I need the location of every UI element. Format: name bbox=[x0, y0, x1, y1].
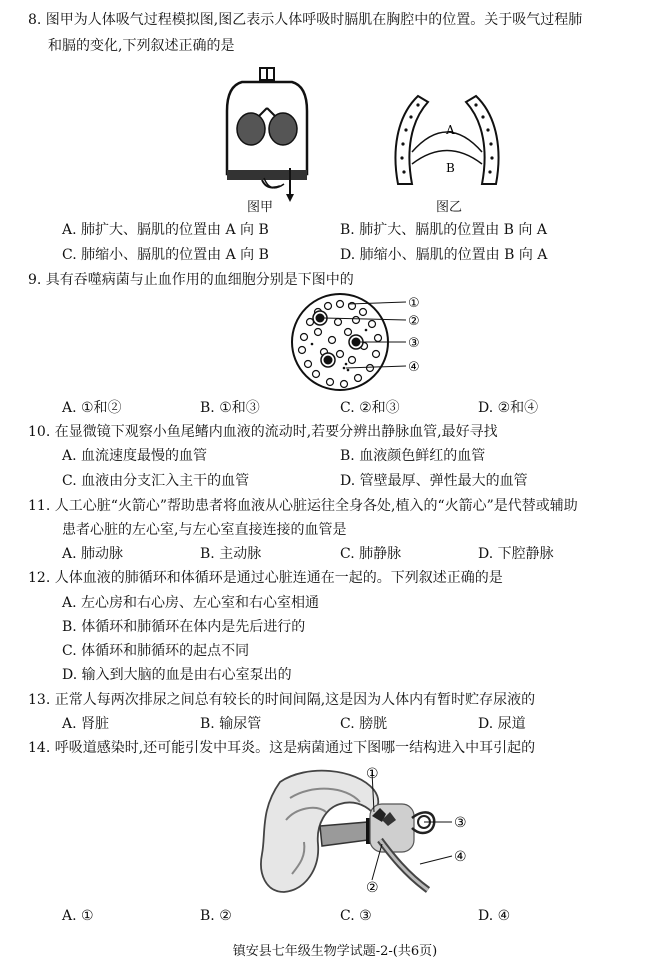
q8-figure-yi-diaphragm bbox=[388, 92, 506, 196]
q13-option-b: B. 输尿管 bbox=[200, 716, 262, 732]
q9-label-1: ① bbox=[408, 296, 420, 311]
q9-figure-blood-smear bbox=[288, 292, 428, 394]
q9-stem: 9. 具有吞噬病菌与止血作用的血细胞分别是下图中的 bbox=[28, 272, 354, 288]
q14-label-3: ③ bbox=[454, 815, 467, 831]
q9-option-c: C. ②和③ bbox=[340, 400, 400, 416]
q9-option-d: D. ②和④ bbox=[478, 400, 539, 416]
q13-stem: 13. 正常人每两次排尿之间总有较长的时间间隔,这是因为人体内有暂时贮存尿液的 bbox=[28, 692, 536, 708]
q9-label-2: ② bbox=[408, 314, 420, 329]
q14-option-b: B. ② bbox=[200, 908, 232, 924]
q14-option-a: A. ① bbox=[62, 908, 94, 924]
q10-option-c: C. 血液由分支汇入主干的血管 bbox=[62, 473, 250, 489]
q10-stem: 10. 在显微镜下观察小鱼尾鳍内血液的流动时,若要分辨出静脉血管,最好寻找 bbox=[28, 424, 498, 440]
q9-label-3: ③ bbox=[408, 336, 420, 351]
page-footer: 镇安县七年级生物学试题-2-(共6页) bbox=[232, 944, 438, 959]
q9-option-b: B. ①和③ bbox=[200, 400, 260, 416]
q8-figure-jia-bell-jar bbox=[222, 66, 312, 206]
q8-figure-jia-caption: 图甲 bbox=[247, 200, 274, 215]
q12-option-b: B. 体循环和肺循环在体内是先后进行的 bbox=[62, 619, 306, 635]
q8-stem-line1: 8. 图甲为人体吸气过程模拟图,图乙表示人体呼吸时膈肌在胸腔中的位置。关于吸气过程肺 bbox=[28, 12, 583, 28]
q14-label-4: ④ bbox=[454, 849, 467, 865]
q12-option-d: D. 输入到大脑的血是由右心室泵出的 bbox=[62, 667, 292, 683]
q14-stem: 14. 呼吸道感染时,还可能引发中耳炎。这是病菌通过下图哪一结构进入中耳引起的 bbox=[28, 740, 536, 756]
q12-option-c: C. 体循环和肺循环的起点不同 bbox=[62, 643, 250, 659]
q11-option-c: C. 肺静脉 bbox=[340, 546, 402, 562]
q12-stem: 12. 人体血液的肺循环和体循环是通过心脏连通在一起的。下列叙述正确的是 bbox=[28, 570, 503, 586]
q8-figure-yi-label-b: B bbox=[446, 161, 455, 175]
q14-figure-ear-anatomy bbox=[256, 764, 476, 900]
q8-option-b: B. 肺扩大、膈肌的位置由 B 向 A bbox=[340, 222, 547, 238]
q12-option-a: A. 左心房和右心房、左心室和右心室相通 bbox=[62, 595, 320, 611]
q11-stem-line2: 患者心脏的左心室,与左心室直接连接的血管是 bbox=[62, 522, 347, 538]
q9-label-4: ④ bbox=[408, 360, 420, 375]
q8-option-c: C. 肺缩小、膈肌的位置由 A 向 B bbox=[62, 247, 269, 263]
q10-option-a: A. 血流速度最慢的血管 bbox=[62, 448, 208, 464]
q14-label-1: ① bbox=[366, 766, 379, 782]
q13-option-d: D. 尿道 bbox=[478, 716, 526, 732]
q10-option-b: B. 血液颜色鲜红的血管 bbox=[340, 448, 486, 464]
q11-option-a: A. 肺动脉 bbox=[62, 546, 124, 562]
q11-option-b: B. 主动脉 bbox=[200, 546, 262, 562]
q13-option-a: A. 肾脏 bbox=[62, 716, 110, 732]
q8-figure-yi-label-a: A bbox=[446, 123, 455, 137]
q9-option-a: A. ①和② bbox=[62, 400, 122, 416]
q10-option-d: D. 管壁最厚、弹性最大的血管 bbox=[340, 473, 528, 489]
q11-option-d: D. 下腔静脉 bbox=[478, 546, 554, 562]
q8-option-d: D. 肺缩小、膈肌的位置由 B 向 A bbox=[340, 247, 548, 263]
q13-option-c: C. 膀胱 bbox=[340, 716, 388, 732]
q8-figure-yi-caption: 图乙 bbox=[436, 200, 463, 215]
q14-option-d: D. ④ bbox=[478, 908, 511, 924]
q11-stem-line1: 11. 人工心脏“火箭心”帮助患者将血液从心脏运往全身各处,植入的“火箭心”是代替或辅助 bbox=[28, 498, 578, 514]
q14-label-2: ② bbox=[366, 880, 379, 896]
q8-stem-line2: 和膈的变化,下列叙述正确的是 bbox=[48, 38, 235, 54]
q8-option-a: A. 肺扩大、膈肌的位置由 A 向 B bbox=[62, 222, 269, 238]
q14-option-c: C. ③ bbox=[340, 908, 372, 924]
